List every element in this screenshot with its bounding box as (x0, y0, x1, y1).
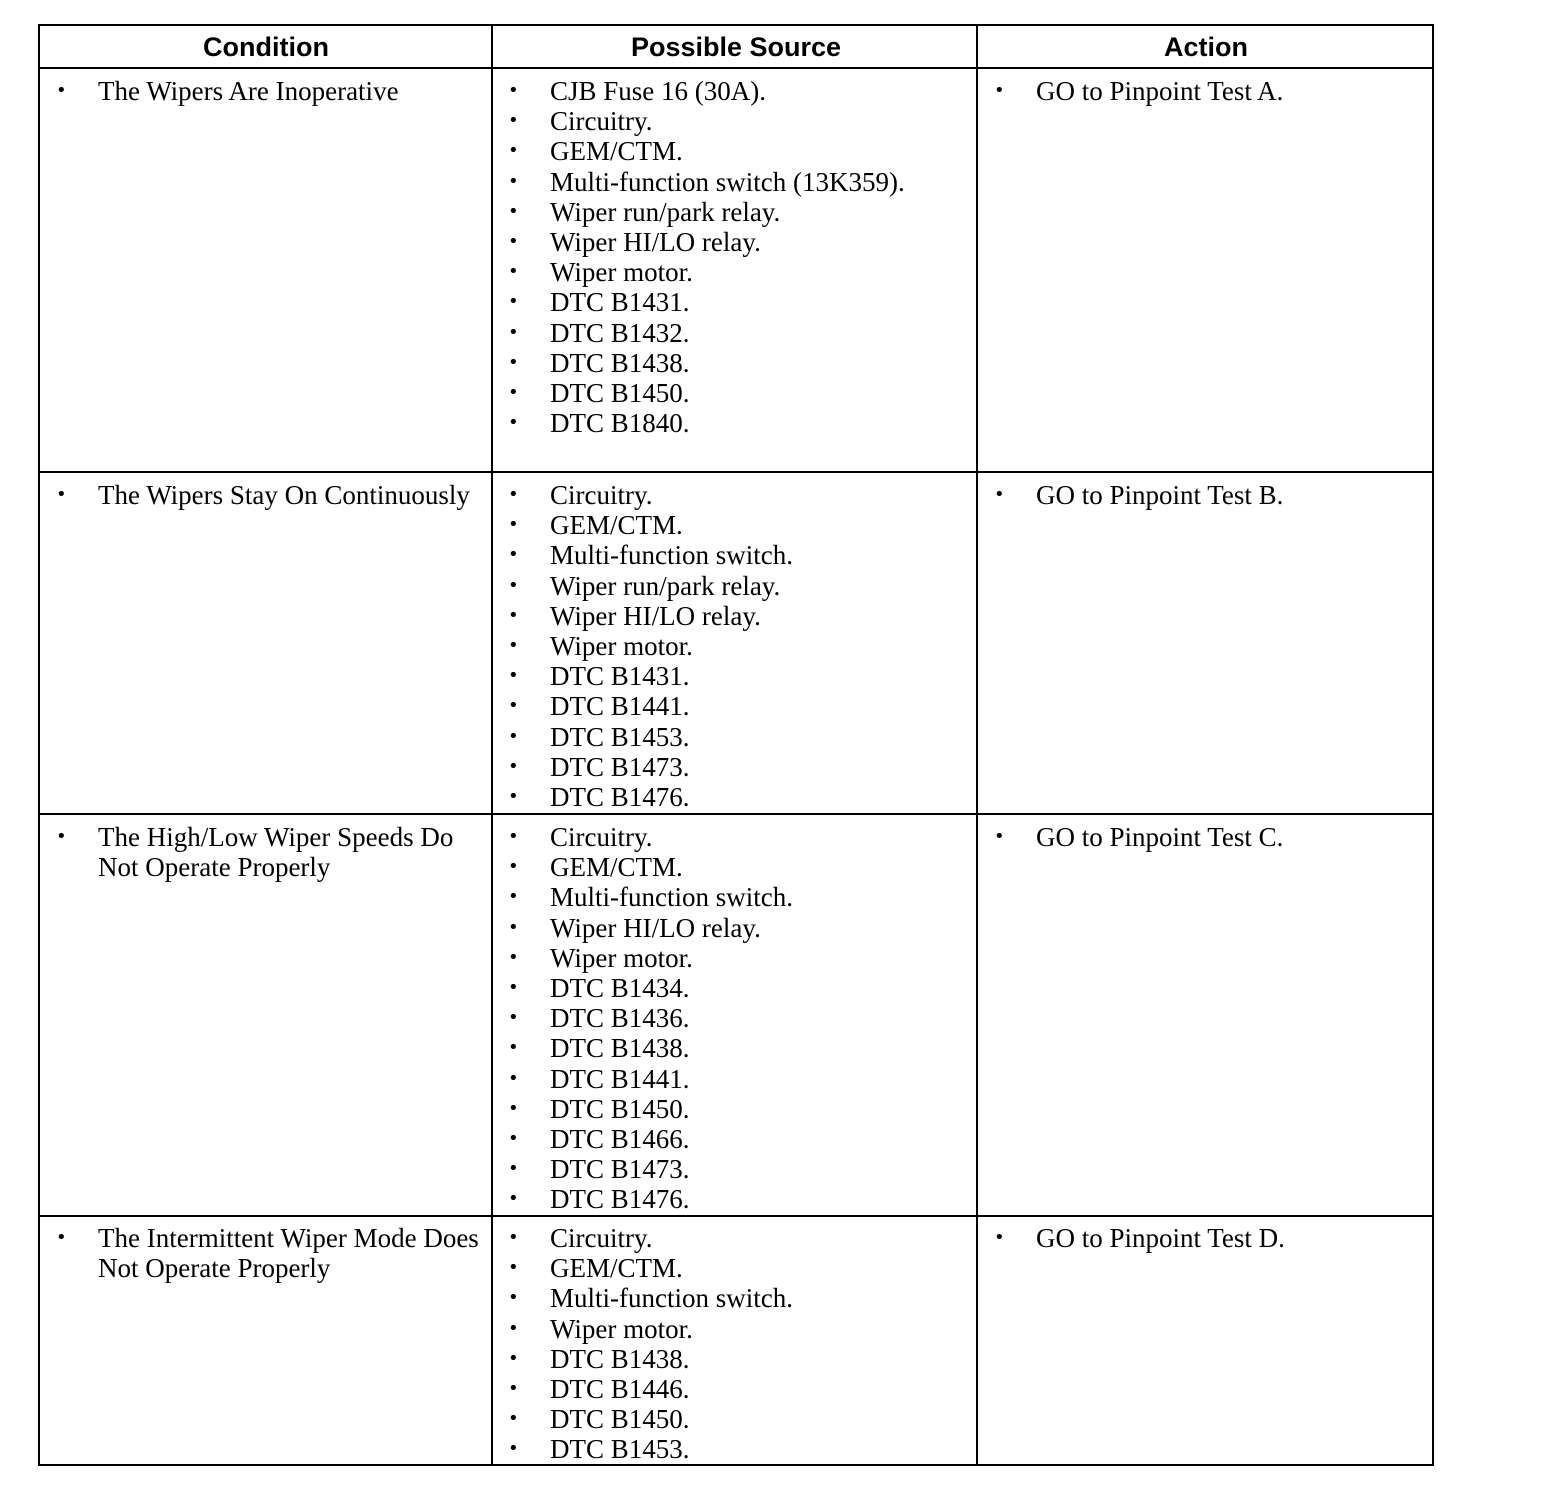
header-possible-source: Possible Source (630, 32, 842, 62)
list-item-text: CJB Fuse 16 (30A). (550, 76, 767, 106)
bullet-list (980, 822, 1432, 852)
possible-source-cell (494, 822, 974, 1215)
bullet-list (42, 76, 488, 106)
list-item (494, 257, 974, 287)
bullet-icon: • (508, 755, 519, 777)
bullet-icon: • (994, 1227, 1005, 1248)
bullet-list (42, 480, 488, 510)
bullet-icon: • (508, 412, 519, 434)
bullet-icon: • (508, 1317, 519, 1339)
list-item (494, 782, 974, 812)
list-item-text: The Wipers Stay On Continuously (98, 480, 470, 510)
bullet-icon: • (56, 80, 67, 101)
bullet-icon: • (508, 170, 519, 192)
bullet-icon: • (508, 1128, 519, 1150)
bullet-icon: • (508, 1408, 519, 1430)
symptom-chart-table (38, 24, 1434, 1466)
list-item-text: DTC B1450. (550, 378, 690, 409)
bullet-icon: • (508, 231, 519, 253)
list-item-text: Wiper HI/LO relay. (550, 227, 761, 258)
list-item (42, 1223, 488, 1283)
list-item (494, 167, 974, 197)
list-item (494, 1404, 974, 1434)
list-item (494, 601, 974, 631)
list-item (494, 1283, 974, 1313)
row-divider (40, 67, 1432, 69)
bullet-icon: • (508, 1188, 519, 1210)
list-item (494, 106, 974, 136)
list-item-text: DTC B1446. (550, 1374, 690, 1405)
possible-source-cell (494, 480, 974, 812)
column-divider (491, 26, 493, 1464)
bullet-icon: • (508, 1378, 519, 1400)
bullet-icon: • (56, 1227, 67, 1248)
list-item (980, 76, 1432, 106)
bullet-icon: • (508, 826, 519, 847)
action-cell (980, 822, 1432, 852)
list-item (494, 318, 974, 348)
list-item-text: Circuitry. (550, 106, 653, 137)
list-item (494, 1344, 974, 1374)
list-item (494, 691, 974, 721)
list-item-text: Multi-function switch. (550, 540, 793, 571)
list-item (494, 1434, 974, 1464)
list-item (494, 76, 974, 106)
list-item-text: Multi-function switch (13K359). (550, 166, 905, 197)
bullet-icon: • (508, 916, 519, 938)
list-item (494, 1033, 974, 1063)
column-divider (976, 26, 978, 1464)
list-item-text: DTC B1450. (550, 1404, 690, 1435)
list-item (494, 913, 974, 943)
bullet-icon: • (508, 1438, 519, 1460)
bullet-icon: • (508, 1347, 519, 1369)
list-item-text: DTC B1441. (550, 691, 690, 722)
bullet-icon: • (508, 382, 519, 404)
row-divider (40, 813, 1432, 815)
bullet-icon: • (508, 1257, 519, 1279)
bullet-list (494, 1223, 974, 1465)
list-item-text: DTC B1473. (550, 1154, 690, 1185)
list-item-text: DTC B1453. (550, 721, 690, 752)
bullet-icon: • (508, 604, 519, 626)
list-item-text: DTC B1431. (550, 287, 690, 318)
action-cell (980, 76, 1432, 106)
list-item (494, 1374, 974, 1404)
list-item-text: GO to Pinpoint Test D. (1036, 1223, 1285, 1253)
bullet-icon: • (508, 725, 519, 747)
bullet-list (494, 480, 974, 812)
list-item (494, 1314, 974, 1344)
list-item-text: Multi-function switch. (550, 1283, 793, 1314)
list-item-text: Wiper HI/LO relay. (550, 912, 761, 943)
list-item (980, 822, 1432, 852)
list-item-text: Wiper HI/LO relay. (550, 600, 761, 631)
list-item-text: DTC B1840. (550, 408, 690, 439)
list-item-text: Circuitry. (550, 480, 653, 510)
list-item-text: GO to Pinpoint Test A. (1036, 76, 1284, 106)
list-item (494, 136, 974, 166)
list-item (494, 973, 974, 1003)
bullet-icon: • (994, 484, 1005, 505)
bullet-list (494, 76, 974, 438)
list-item-text: Multi-function switch. (550, 882, 793, 913)
list-item-text: The Wipers Are Inoperative (98, 76, 399, 106)
list-item-text: DTC B1476. (550, 782, 690, 813)
list-item-text: Wiper motor. (550, 631, 693, 662)
list-item (494, 227, 974, 257)
bullet-icon: • (508, 1158, 519, 1180)
condition-cell (42, 1223, 488, 1283)
list-item (980, 480, 1432, 510)
list-item-text: GEM/CTM. (550, 1253, 683, 1284)
bullet-icon: • (508, 665, 519, 687)
bullet-icon: • (508, 856, 519, 878)
list-item (494, 378, 974, 408)
header-condition: Condition (203, 32, 329, 62)
list-item-text: DTC B1438. (550, 347, 690, 378)
list-item-text: DTC B1436. (550, 1003, 690, 1034)
bullet-list (980, 76, 1432, 106)
list-item-text: Circuitry. (550, 1223, 653, 1253)
list-item (494, 882, 974, 912)
list-item-text: DTC B1431. (550, 661, 690, 692)
list-item (494, 1223, 974, 1253)
bullet-icon: • (508, 80, 519, 101)
list-item-text: Wiper run/park relay. (550, 196, 781, 227)
bullet-icon: • (508, 786, 519, 808)
list-item (42, 76, 488, 106)
list-item (494, 661, 974, 691)
bullet-icon: • (508, 140, 519, 162)
bullet-icon: • (508, 1067, 519, 1089)
header-action: Action (1164, 32, 1248, 62)
condition-cell (42, 480, 488, 510)
row-divider (40, 1215, 1432, 1217)
list-item (494, 1003, 974, 1033)
bullet-icon: • (508, 1227, 519, 1248)
bullet-icon: • (508, 484, 519, 505)
bullet-list (42, 1223, 488, 1283)
bullet-icon: • (508, 1097, 519, 1119)
bullet-icon: • (508, 635, 519, 657)
list-item (494, 822, 974, 852)
list-item (494, 480, 974, 510)
bullet-icon: • (508, 291, 519, 313)
list-item (494, 752, 974, 782)
bullet-icon: • (508, 321, 519, 343)
list-item (494, 197, 974, 227)
bullet-icon: • (508, 574, 519, 596)
list-item (42, 822, 488, 882)
list-item-text: Wiper run/park relay. (550, 570, 781, 601)
possible-source-cell (494, 76, 974, 438)
bullet-list (980, 480, 1432, 510)
bullet-icon: • (508, 1007, 519, 1029)
list-item-text: GEM/CTM. (550, 852, 683, 883)
bullet-icon: • (508, 1287, 519, 1309)
list-item (494, 1154, 974, 1184)
bullet-list (494, 822, 974, 1215)
list-item-text: GEM/CTM. (550, 136, 683, 167)
list-item (494, 287, 974, 317)
action-cell (980, 480, 1432, 510)
list-item (494, 348, 974, 378)
action-cell (980, 1223, 1432, 1253)
list-item (494, 631, 974, 661)
bullet-icon: • (508, 886, 519, 908)
bullet-list (42, 822, 488, 882)
list-item (42, 480, 488, 510)
list-item (494, 943, 974, 973)
list-item-text: DTC B1438. (550, 1033, 690, 1064)
row-divider (40, 471, 1432, 473)
bullet-icon: • (508, 200, 519, 222)
list-item-text: The Intermittent Wiper Mode Does Not Operate Properly (98, 1223, 479, 1284)
bullet-icon: • (508, 695, 519, 717)
list-item (494, 1124, 974, 1154)
condition-cell (42, 822, 488, 882)
list-item-text: DTC B1473. (550, 751, 690, 782)
list-item-text: Circuitry. (550, 822, 653, 852)
bullet-icon: • (508, 261, 519, 283)
list-item-text: DTC B1466. (550, 1124, 690, 1155)
list-item (494, 1094, 974, 1124)
list-item-text: DTC B1432. (550, 317, 690, 348)
possible-source-cell (494, 1223, 974, 1465)
condition-cell (42, 76, 488, 106)
bullet-icon: • (56, 484, 67, 505)
list-item-text: DTC B1438. (550, 1343, 690, 1374)
list-item-text: Wiper motor. (550, 257, 693, 288)
list-item (494, 408, 974, 438)
list-item (494, 1064, 974, 1094)
list-item (494, 1253, 974, 1283)
list-item-text: DTC B1476. (550, 1184, 690, 1215)
bullet-icon: • (56, 826, 67, 847)
list-item-text: The High/Low Wiper Speeds Do Not Operate Properly (98, 822, 454, 883)
list-item-text: DTC B1453. (550, 1434, 690, 1465)
list-item-text: Wiper motor. (550, 942, 693, 973)
list-item-text: DTC B1450. (550, 1093, 690, 1124)
bullet-icon: • (508, 514, 519, 536)
bullet-icon: • (508, 946, 519, 968)
list-item (980, 1223, 1432, 1253)
bullet-icon: • (508, 110, 519, 132)
list-item-text: GEM/CTM. (550, 510, 683, 541)
list-item-text: Wiper motor. (550, 1313, 693, 1344)
bullet-icon: • (508, 977, 519, 999)
bullet-list (980, 1223, 1432, 1253)
list-item-text: GO to Pinpoint Test B. (1036, 480, 1284, 510)
list-item-text: DTC B1434. (550, 973, 690, 1004)
list-item (494, 540, 974, 570)
bullet-icon: • (994, 826, 1005, 847)
list-item (494, 1184, 974, 1214)
list-item (494, 571, 974, 601)
list-item-text: GO to Pinpoint Test C. (1036, 822, 1284, 852)
bullet-icon: • (508, 1037, 519, 1059)
list-item (494, 510, 974, 540)
bullet-icon: • (508, 544, 519, 566)
list-item (494, 722, 974, 752)
bullet-icon: • (994, 80, 1005, 101)
list-item (494, 852, 974, 882)
list-item-text: DTC B1441. (550, 1063, 690, 1094)
bullet-icon: • (508, 351, 519, 373)
